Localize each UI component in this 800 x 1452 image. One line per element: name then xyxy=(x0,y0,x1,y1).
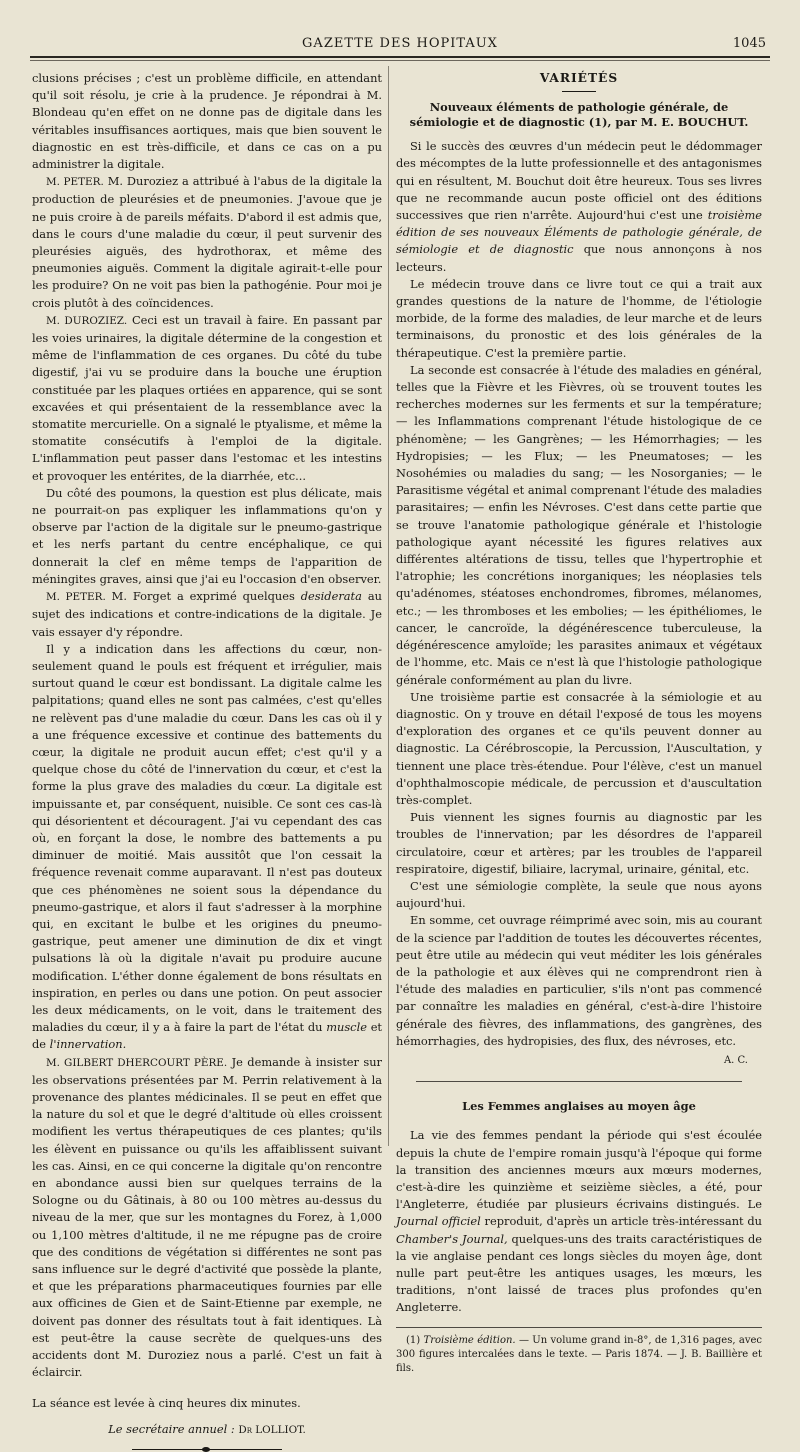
paragraph: Du côté des poumons, la question est plus délicate, mais ne pourrait-on pas expliquer les inflammations qu'on y observe par l'action de la digitale sur le pneumo-gastrique et les nerfs partant du centre encéphalique, ce qui donnerait la clef en même temps de l'apparition de méningites graves, ainsi que j'ai eu l'occasion d'en observer. xyxy=(32,485,382,586)
speaker-name: M. PETER. xyxy=(46,176,104,189)
header-title: GAZETTE DES HOPITAUX xyxy=(302,36,498,51)
header-rule xyxy=(30,60,770,61)
paragraph-text: Je demande à insister sur les observations présentées par M. Perrin relativement à la provenance des plantes médicinales. Il se peut en effet que la nature du sol et que le degré d'altitude où elles croissent modifient les vertus thérapeutiques de ces plantes; qu'ils les élèvent en puissance ou qu'ils les affaiblissent suivant les cas. Ainsi, en ce qui concerne la digitale qu'on rencontre en abondance aussi bien sur quelques terrains de la Sologne ou du Gâtinais, à 80 ou 100 mètres au-dessus du niveau de la mer, que sur les montagnes du Forez, à 1,000 ou 1,100 mètres d'altitude, il ne me répugne pas de croire que des conditions de végétation si différentes ne sont pas sans influence sur le degré d'activité que possède la plante, et que les préparations pharmaceutiques fournies par elle aux officines de Gien et de Saint-Etienne par exemple, ne doivent pas donner des résultats tout à fait identiques. Là est peut-être la cause secrète de quelques-uns des accidents dont M. Duroziez nous a parlé. C'est un fait à éclaircir. xyxy=(32,1054,382,1380)
article-title-2: Les Femmes anglaises au moyen âge xyxy=(462,1099,696,1114)
paragraph: La seconde est consacrée à l'étude des maladies en général, telles que la Fièvre et les Fièvres, où se trouvent toutes les recherches modernes sur les ferments et sur la température; — les Inflammations comprenant l'étude histologique de ce phénomène; — les Gangrènes; — les Hémorrhagies; — les Hydropisies; — les Flux; — les Pneumatoses; — les Nosohémies ou maladies du sang; — les Nosorganies; — le Parasitisme végétal et animal comprenant l'étude des maladies parasitaires; — enfin les Névroses. C'est dans cette partie que se trouve l'anatomie pathologique générale et l'histologie pathologique ayant nécessité les figures relatives aux différentes altérations de tissu, telles que l'hypertrophie et l'atrophie; les concrétions inorganiques; les néoplasies tels qu'adénomes, stéatoses enchondromes, fibromes, mélanomes, etc.; — les thromboses et les embolies; — les épithéliomes, le cancer, le cancroïde, la dégénérescence tuberculeuse, la dégénérescence amyloïde; les parasites animaux et végétaux de l'homme, etc. Mais ce n'est là que l'histologie pathologique générale conformément au plan du livre. xyxy=(396,362,762,687)
italic-term: troisième édition de ses nouveaux Éléments de pathologie générale, de sémiologie et de diagnostic xyxy=(396,208,762,257)
right-column xyxy=(396,70,762,1376)
paragraph: En somme, cet ouvrage réimprimé avec soin, mis au courant de la science par l'addition de toutes les découvertes récentes, peut être utile au médecin qui veut méditer les lois générales de la pathologie et aux élèves qui ne comprendront rien à l'étude des maladies en particulier, s'ils n'ont pas commencé par connaître les maladies en général, c'est-à-dire l'histoire générale des fièvres, des inflammations, des gangrènes, des hémorrhagies, des hydropisies, des flux, des névroses, etc. xyxy=(396,913,762,1048)
italic-term: muscle xyxy=(326,1020,367,1035)
paragraph: C'est une sémiologie complète, la seule que nous ayons aujourd'hui. xyxy=(396,878,762,911)
footnote-text: — Un volume grand in-8°, de 1,316 pages, avec 300 figures intercalées dans le texte. — Paris 1874. — J. B. Baillière et fils. xyxy=(396,1334,762,1374)
running-header xyxy=(30,34,770,58)
footnote xyxy=(396,1334,762,1376)
paragraph-text: M. Duroziez a attribué à l'abus de la digitale la production de pleurésies et de pneumonies. J'avoue que je ne puis croire à de pareils méfaits. D'abord il est admis que, dans le cours d'une maladie du cœur, il peut survenir des pleurésies aiguës, des hydrothorax, et même des pneumonies aiguës. Comment la digitale agirait-t-elle pour les produire? On ne voit pas bien la pathogénie. Pour moi je crois plutôt à des coïncidences. xyxy=(32,174,382,310)
section-rule xyxy=(562,91,596,92)
paragraph xyxy=(32,173,382,312)
paragraph-text: Il y a indication dans les affections du cœur, non-seulement quand le pouls est fréquent et irrégulier, mais surtout quand le cœur est bondissant. La digitale calme les palpitations; quand elles ne sont pas calmées, c'est qu'elles ne relèvent pas d'une maladie du cœur. Dans les cas où il y a une fréquence excessive et continue des battements du cœur, la digitale ne produit aucun effet; c'est qu'il y a quelque chose du côté de l'innervation du cœur, et c'est la forme la plus grave des maladies du cœur. La digitale est impuissante et, par conséquent, nuisible. Ce sont ces cas-là qui désorientent et découragent. J'ai vu cependant des cas où, en forçant la dose, le nombre des battements a pu diminuer de moitié. Mais aussitôt que l'on cessait la fréquence revenait comme auparavant. Il n'est pas douteux que ces phénomènes ne soient sous la dépendance du pneumo-gastrique, et alors il faut s'adresser à la morphine qui, en excitant le bulbe et les origines du pneumo-gastrique, peut amener une diminution de dix et vingt pulsations là où la digitale n'avait pu produire aucune modification. L'éther donne également de bons résultats en inspiration, en perles ou dans une potion. On peut associer les deux médicaments, on le voit, dans le traitement des maladies du cœur, il y a à faire la part de l'état du xyxy=(32,641,382,1035)
session-closing: La séance est levée à cinq heures dix minutes. xyxy=(32,1396,301,1411)
footnote-rule xyxy=(396,1327,762,1328)
italic-term: l'innervation. xyxy=(49,1037,127,1052)
paragraph-text: M. Forget a exprimé quelques xyxy=(111,589,295,604)
paragraph xyxy=(32,641,382,1054)
article-separator xyxy=(416,1081,742,1082)
paragraph xyxy=(32,588,382,641)
paragraph-text: quelques-uns des traits caractéristiques de la vie anglaise pendant ces longs siècles du moyen âge, dont nulle part peut-être les antiques usages, les mœurs, les traditions, n'ont laissé de traces plus profondes qu'en Angleterre. xyxy=(396,1231,762,1315)
italic-term: Journal officiel xyxy=(396,1214,481,1229)
paragraph: Le médecin trouve dans ce livre tout ce qui a trait aux grandes questions de la nature de l'homme, de l'étiologie morbide, de la forme des maladies, de leur marche et de leurs terminaisons, du pronostic et des lois générales de la thérapeutique. C'est la première partie. xyxy=(396,276,762,360)
secretary-signature xyxy=(32,1421,382,1439)
end-ornament-rule xyxy=(132,1449,282,1450)
footnote-marker: (1) xyxy=(406,1334,421,1346)
article-title: Nouveaux éléments de pathologie générale, de sémiologie et de diagnostic (1), par M. E. BOUCHUT. xyxy=(409,100,749,130)
paragraph-text: reproduit, d'après un article très-intéressant du xyxy=(484,1214,763,1229)
section-title: VARIÉTÉS xyxy=(539,71,619,85)
paragraph: clusions précises ; c'est un problème difficile, en attendant qu'il soit résolu, je crie à la prudence. Je répondrai à M. Blondeau qu'en effet on ne donne pas de digitale dans les véritables insuffisances aortiques, mais que bien souvent le diagnostic en est très-difficile, et dans ce cas on a pu administrer la digitale. xyxy=(32,71,382,172)
paragraph: Puis viennent les signes fournis au diagnostic par les troubles de l'innervation; par les désordres de l'appareil circulatoire, cœur et artères; par les troubles de l'appareil respiratoire, digestif, biliaire, lacrymal, urinaire, génital, etc. xyxy=(396,810,762,876)
paragraph: Une troisième partie est consacrée à la sémiologie et au diagnostic. On y trouve en détail l'exposé de tous les moyens d'exploration des organes et ce qu'ils peuvent donner au diagnostic. La Cérébroscopie, la Percussion, l'Auscultation, y tiennent une place très-étendue. Pour l'élève, c'est un manuel d'ophthalmoscopie médicale, de percussion et d'auscultation très-complet. xyxy=(396,689,762,807)
paragraph xyxy=(396,138,762,276)
column-divider xyxy=(388,66,389,1146)
speaker-name: M. GILBERT DHERCOURT PÈRE. xyxy=(46,1056,228,1069)
page-number: 1045 xyxy=(732,36,766,51)
paragraph-text: Si le succès des œuvres d'un médecin peut le dédommager des mécomptes de la lutte professionnelle et des antagonismes qui en résultent, M. Bouchut doit être heureux. Tous ses livres que ne recommande aucun poste officiel ont des éditions successives que rien n'arrête. Aujourd'hui c'est une xyxy=(396,139,762,223)
left-column xyxy=(32,70,382,1450)
italic-term: Troisième édition. xyxy=(423,1334,516,1346)
paragraph-text: La vie des femmes pendant la période qui s'est écoulée depuis la chute de l'empire romain jusqu'à l'époque qui forme la transition des anciennes mœurs aux mœurs modernes, c'est-à-dire les quinzième et seizième siècles, a été, pour l'Angleterre, étudiée par plusieurs écrivains distingués. Le xyxy=(396,1128,762,1212)
article-signature: A. C. xyxy=(723,1054,748,1066)
paragraph xyxy=(396,1127,762,1316)
paragraph-text: Ceci est un travail à faire. En passant par les voies urinaires, la digitale détermine de la congestion et même de l'inflammation de ces organes. Du côté du tube digestif, j'ai vu se produire dans la bouche une éruption constituée par les plaques ortiées en apparence, qui se sont excavées et qui présentaient de la ressemblance avec la stomatite mercurielle. On a signalé le ptyalisme, et même la stomatite consécutifs à l'emploi de la digitale. L'inflammation peut passer dans l'estomac et les intestins et provoquer les entérites, de la diarrhée, etc... xyxy=(32,312,383,483)
paragraph-text: que nous annonçons à nos lecteurs. xyxy=(396,242,763,274)
paragraph xyxy=(32,1054,382,1382)
secretary-label: Le secrétaire annuel : xyxy=(108,1421,235,1436)
speaker-name: M. DUROZIEZ. xyxy=(46,314,128,327)
paragraph-text: et de xyxy=(32,1020,383,1052)
paragraph xyxy=(32,312,382,485)
paragraph-text: au sujet des indications et contre-indications de la digitale. Je vais essayer d'y répondre. xyxy=(32,589,382,639)
italic-term: Chamber's Journal, xyxy=(396,1231,508,1246)
speaker-name: M. PETER. xyxy=(46,591,106,604)
italic-term: desiderata xyxy=(300,589,362,604)
secretary-name: Dr LOLLIOT. xyxy=(238,1423,306,1436)
